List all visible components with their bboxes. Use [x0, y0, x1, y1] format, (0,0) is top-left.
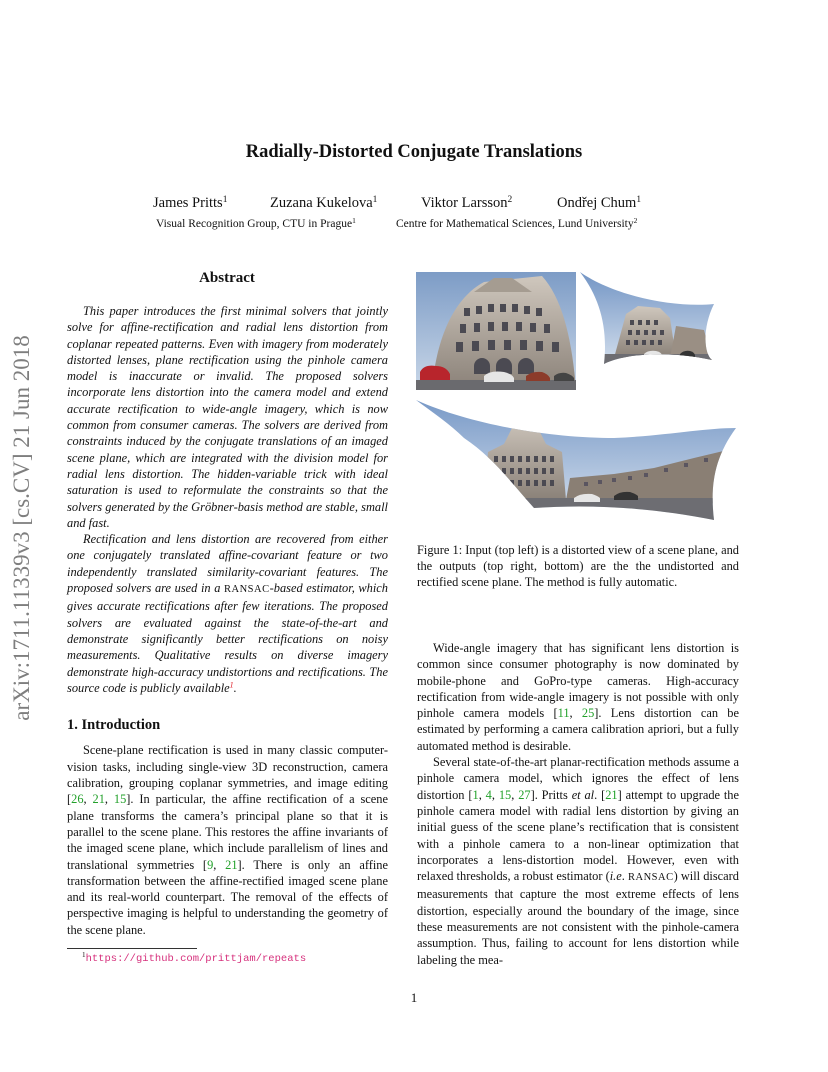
arxiv-stamp-text: arXiv:1711.11339v3 [cs.CV] 21 Jun 2018: [9, 335, 34, 721]
footnote-url[interactable]: https://github.com/prittjam/repeats: [85, 953, 307, 965]
author-name: Ondřej Chum$^1$: [557, 194, 642, 211]
abstract-paragraph: Rectification and lens distortion are recovered from either one conjugately translated affine-covariant feature or two independently translated similarity-covariant features. The proposed solvers are used in a RANSAC-based estimator, which gives accurate rectifications after few iterations. The proposed solvers are evaluated against the state-of-the-art and demonstrate significantly better rectifications on noisy measurements. Qualitative results on diverse imagery demonstrate high-accuracy undistortions and rectifications. The source code is publicly available$^1$.: [67, 532, 389, 695]
citation-link[interactable]: 21: [605, 787, 618, 802]
distorted-input-image: [416, 272, 576, 390]
citation-link[interactable]: 9: [207, 857, 214, 872]
citation-link[interactable]: 15: [113, 792, 127, 807]
figure-1-image: [414, 268, 740, 520]
intro-paragraph: Scene-plane rectification is used in many classic computer-vision tasks, including single-view 3D reconstruction, camera calibration, grouping coplanar symmetries, and image editing [26, 21, 15]. In particular, the affine rectification of a scene plane transforms the camera’s principal plane so that it is parallel to the scene plane. This restores the affine invariants of the imaged scene plane, which include parallelism of lines and translational symmetries [9, 21]. There is only an affine transformation between the affine-rectified imaged scene plane and its real-world counterpart. The removal of the effects of perspective imaging is helpful to understanding the geometry of the scene plane.: [67, 743, 388, 937]
paper-title: Radially-Distorted Conjugate Translations: [245, 142, 583, 162]
citation-link[interactable]: 25: [581, 706, 595, 721]
citation-link[interactable]: 4: [485, 787, 492, 802]
section-heading: 1. Introduction: [67, 717, 161, 734]
footnote: [82, 952, 306, 965]
author-name: James Pritts$^1$: [153, 194, 228, 211]
footnote-rule: [67, 948, 197, 949]
abstract-paragraph: This paper introduces the first minimal solvers that jointly solve for affine-rectification and radial lens distortion from coplanar repeated patterns. Even with imagery from moderately distorted lenses, plane rectification using the pinhole camera model is inaccurate or invalid. The proposed solvers incorporate lens distortion into the camera model and extend accurate rectification to wide-angle imagery, which is now common from consumer cameras. The solvers are derived from constraints induced by the conjugate translations of an imaged scene plane, which are integrated with the division model for radial lens distortion. The hidden-variable trick with ideal saturation is used to reformulate the constraints so that the solvers generated by the Gröbner-basis method are stable, small and fast.: [67, 304, 388, 530]
right-column: [417, 640, 739, 968]
footnote-mark: 1: [82, 951, 86, 960]
figure-caption: Figure 1: Input (top left) is a distorted view of a scene plane, and the outputs (top right, bottom) are the the undistorted and rectified scene plane. The method is fully automatic.: [417, 543, 739, 589]
citation-link[interactable]: 27: [518, 787, 531, 802]
footnote-link[interactable]: 1: [229, 680, 234, 690]
author-name: Zuzana Kukelova$^1$: [270, 194, 378, 211]
figure-1: [414, 268, 740, 520]
author-name: Viktor Larsson$^2$: [421, 194, 513, 211]
affiliation: Centre for Mathematical Sciences, Lund University$^2$: [396, 215, 638, 230]
citation-link[interactable]: 26: [71, 792, 84, 807]
abstract-heading: Abstract: [199, 270, 255, 286]
undistorted-output-image: [574, 268, 724, 368]
citation-link[interactable]: 15: [498, 787, 512, 802]
page-number: 1: [410, 990, 418, 1005]
citation-link[interactable]: 11: [557, 706, 570, 721]
citation-link[interactable]: 1: [472, 787, 479, 802]
body-paragraph: Wide-angle imagery that has significant lens distortion is common since consumer photography is now dominated by mobile-phone and GoPro-type cameras. High-accuracy rectification from wide-angle imagery is not possible with only pinhole camera models [11, 25]. Lens distortion can be estimated by performing a camera calibration apriori, but a fully automated method is desirable.: [417, 641, 740, 753]
rectified-output-image: [414, 388, 740, 520]
citation-link[interactable]: 21: [92, 792, 105, 807]
body-paragraph: Several state-of-the-art planar-rectification methods assume a pinhole camera model, which ignores the effect of lens distortion [1, 4, 15, 27]. Pritts et al. [21] attempt to upgrade the pinhole camera model with radial lens distortion by giving an initial guess of the scene plane’s rectification that is consistent with a pinhole camera to a non-linear optimization that incorporates a lens-distortion model. However, even with relaxed thresholds, a robust estimator (i.e. RANSAC) will discard measurements that capture the most extreme effects of lens distortion, especially around the boundary of the image, since these measurements are not consistent with the pinhole-camera assumption. Thus, failing to account for lens distortion while labeling the mea-: [417, 755, 740, 967]
affiliation: Visual Recognition Group, CTU in Prague$^1$: [156, 215, 356, 230]
left-column: [67, 303, 388, 938]
citation-link[interactable]: 21: [225, 857, 238, 872]
